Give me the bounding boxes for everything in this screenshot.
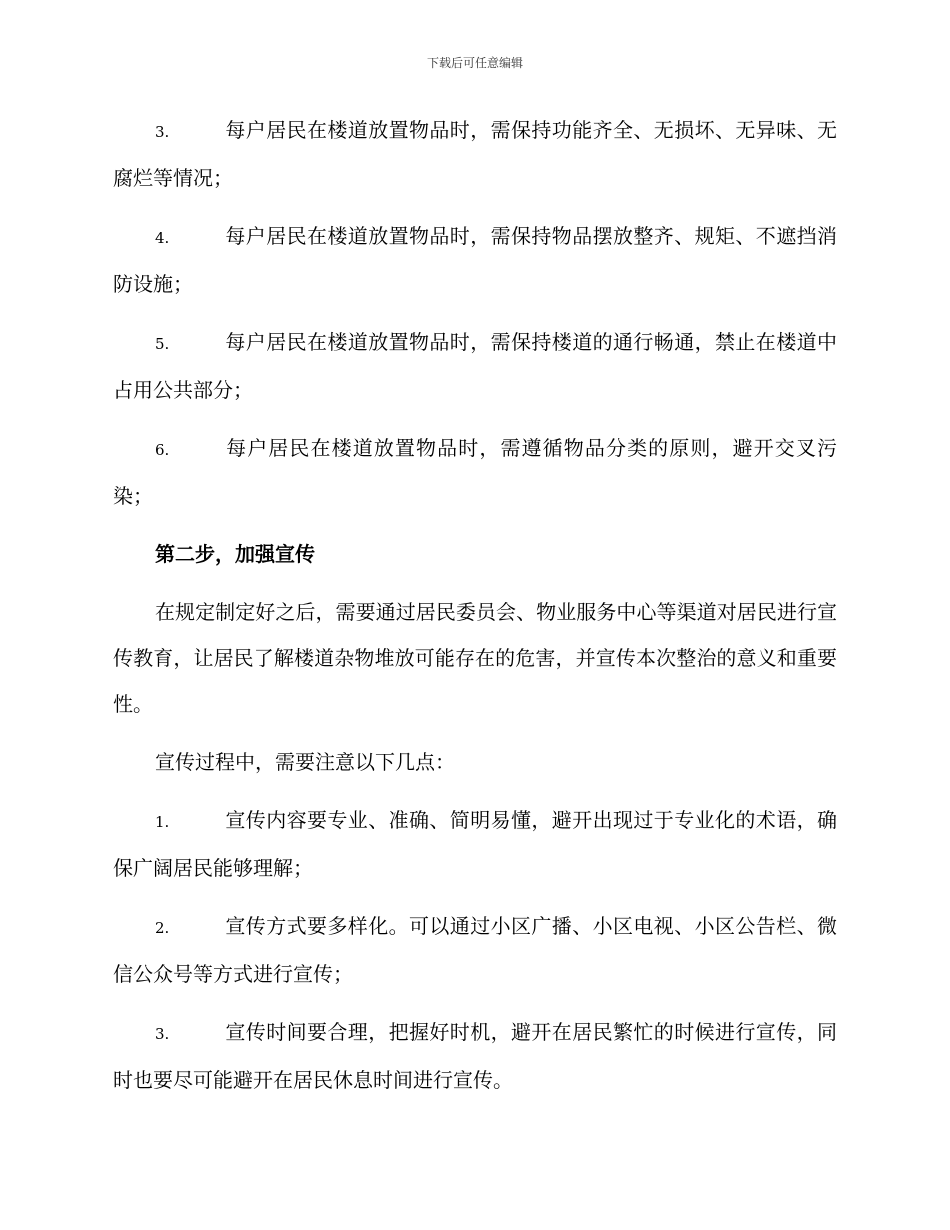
list-item: [113, 425, 837, 519]
list-text: 每户居民在楼道放置物品时，需保持楼道的通行畅通，禁止在楼道中占用公共部分；: [113, 330, 837, 402]
list-text: 每户居民在楼道放置物品时，需保持功能齐全、无损坏、无异味、无腐烂等情况；: [113, 118, 837, 190]
list-number: 4.: [155, 229, 170, 247]
document-body: [113, 107, 837, 1115]
list-text: 每户居民在楼道放置物品时，需保持物品摆放整齐、规矩、不遮挡消防设施；: [113, 224, 837, 296]
list-text: 宣传时间要合理，把握好时机，避开在居民繁忙的时候进行宣传，同时也要尽可能避开在居民休息时间进行宣传。: [113, 1020, 837, 1092]
list-text: 宣传内容要专业、准确、简明易懂，避开出现过于专业化的术语，确保广阔居民能够理解；: [113, 808, 837, 880]
list-number: 5.: [155, 335, 170, 353]
paragraph: 在规定制定好之后，需要通过居民委员会、物业服务中心等渠道对居民进行宣传教育，让居民了解楼道杂物堆放可能存在的危害，并宣传本次整治的意义和重要性。: [113, 600, 837, 716]
list-number: 6.: [155, 441, 170, 459]
list-text: 宣传方式要多样化。可以通过小区广播、小区电视、小区公告栏、微信公众号等方式进行宣传；: [113, 914, 837, 986]
list-item: [113, 903, 837, 997]
list-number: 3.: [155, 123, 170, 141]
page-header: 下载后可任意编辑: [426, 56, 523, 70]
list-item: [113, 107, 837, 201]
paragraph: 宣传过程中，需要注意以下几点：: [155, 750, 455, 774]
list-item: [113, 797, 837, 891]
list-item: [113, 1009, 837, 1103]
list-number: 3.: [155, 1025, 170, 1043]
list-item: [113, 213, 837, 307]
list-number: 2.: [155, 919, 170, 937]
list-text: 每户居民在楼道放置物品时，需遵循物品分类的原则，避开交叉污染；: [113, 436, 837, 508]
list-item: [113, 319, 837, 413]
section-heading: 第二步，加强宣传: [155, 542, 315, 566]
list-number: 1.: [155, 813, 170, 831]
